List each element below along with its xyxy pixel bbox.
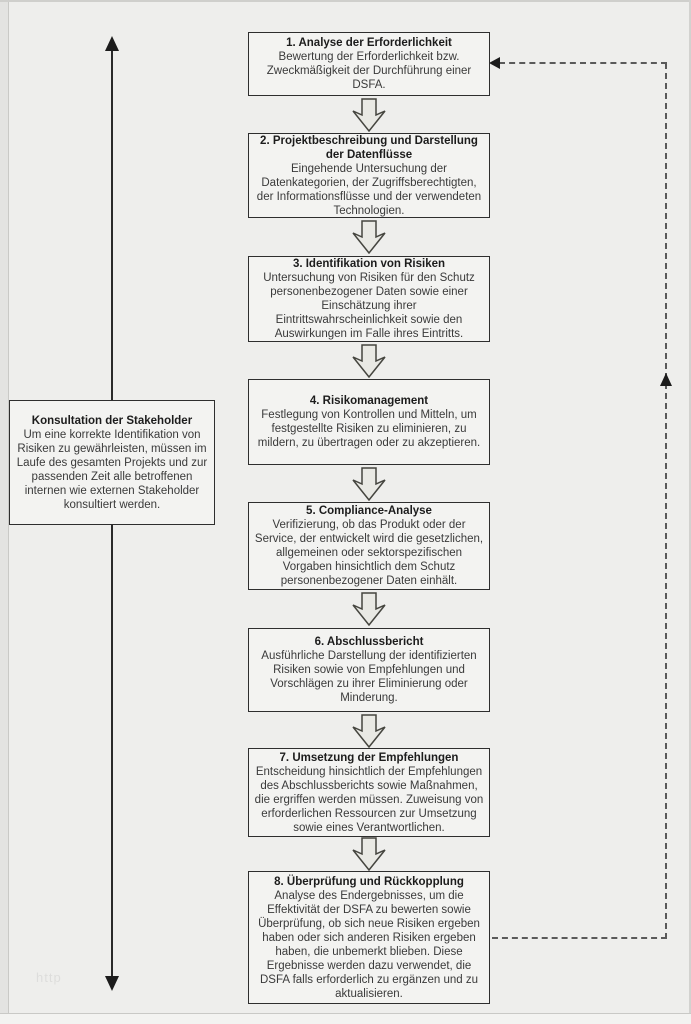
page-top-edge <box>0 0 691 2</box>
step-body: Untersuchung von Risiken für den Schutz personenbezogener Daten sowie einer Einschätzung ihrer Eintrittswahrscheinlichkeit sowie den Auswirkungen im Falle ihres Eintritts. <box>263 272 475 340</box>
feedback-dashed-line-bottom <box>492 937 667 939</box>
step-box-4 <box>248 379 490 465</box>
step-box-7 <box>248 748 490 837</box>
feedback-arrowhead-up-icon <box>660 373 672 386</box>
arrowhead-down-icon <box>105 976 119 991</box>
step-box-8 <box>248 871 490 1004</box>
step-box-3 <box>248 256 490 342</box>
step-title: 3. Identifikation von Risiken <box>292 258 446 270</box>
step-body: Bewertung der Erforderlichkeit bzw. Zweckmäßigkeit der Durchführung einer DSFA. <box>266 51 472 91</box>
step-title: 1. Analyse der Erforderlichkeit <box>286 37 452 49</box>
down-block-arrow-icon <box>349 220 389 254</box>
feedback-dashed-line-top <box>499 62 667 64</box>
step-body: Verifizierung, ob das Produkt oder der Service, der entwickelt wird die gesetzlichen, allgemeinen oder sektorspezifischen Vorgaben hinsichtlich dem Schutz personenbezogener Daten einhält. <box>254 519 484 587</box>
down-block-arrow-icon <box>349 837 389 871</box>
step-box-6 <box>248 628 490 712</box>
watermark-text: http <box>36 970 62 985</box>
step-box-5 <box>248 502 490 590</box>
step-body: Entscheidung hinsichtlich der Empfehlungen des Abschlussberichts sowie Maßnahmen, die ergriffen werden müssen. Zuweisung von erforderlichen Ressourcen zur Umsetzung sowie eines Verantwortlichen. <box>254 765 484 834</box>
step-box-1 <box>248 32 490 96</box>
stakeholder-box <box>9 400 215 525</box>
page-bottom-margin <box>0 1014 691 1024</box>
stakeholder-body: Um eine korrekte Identifikation von Risiken zu gewährleisten, müssen im Laufe des gesamten Projekts und zur passenden Zeit alle betroffenen internen wie externen Stakeholder konsultiert werden. <box>16 428 208 511</box>
step-body: Eingehende Untersuchung der Datenkategorien, der Zugriffsberechtigten, der Informationsflüsse und der verwendeten Technologien. <box>256 162 482 217</box>
step-body: Analyse des Endergebnisses, um die Effektivität der DSFA zu bewerten sowie Überprüfung, ob sich neue Risiken ergeben haben oder sich anderen Risiken ergeben haben, die unbemerkt blieben. Diese Ergebnisse werden dazu verwendet, die DSFA falls erforderlich zu ergänzen und zu aktualisieren. <box>258 889 480 1000</box>
down-block-arrow-icon <box>349 98 389 132</box>
step-title: 8. Überprüfung und Rückkopplung <box>274 875 464 888</box>
down-block-arrow-icon <box>349 344 389 378</box>
step-title: 4. Risikomanagement <box>309 395 429 407</box>
step-title: 7. Umsetzung der Empfehlungen <box>279 751 459 764</box>
down-block-arrow-icon <box>349 714 389 748</box>
feedback-arrowhead-left-icon <box>489 57 500 69</box>
step-body: Ausführliche Darstellung der identifizierten Risiken sowie von Empfehlungen und Vorschlägen zu ihrer Eliminierung oder Minderung. <box>261 650 477 704</box>
step-title: 2. Projektbeschreibung und Darstellung der Datenflüsse <box>260 134 478 161</box>
step-title: 6. Abschlussbericht <box>314 636 424 648</box>
down-block-arrow-icon <box>349 592 389 626</box>
page-left-edge <box>0 0 9 1024</box>
step-title: 5. Compliance-Analyse <box>306 505 432 517</box>
feedback-dashed-line-vertical <box>665 63 667 939</box>
down-block-arrow-icon <box>349 467 389 501</box>
step-body: Festlegung von Kontrollen und Mitteln, um festgestellte Risiken zu eliminieren, zu mildern, zu übertragen oder zu akzeptieren. <box>257 409 481 449</box>
step-box-2 <box>248 133 490 218</box>
arrowhead-up-icon <box>105 36 119 51</box>
stakeholder-title: Konsultation der Stakeholder <box>31 414 193 427</box>
